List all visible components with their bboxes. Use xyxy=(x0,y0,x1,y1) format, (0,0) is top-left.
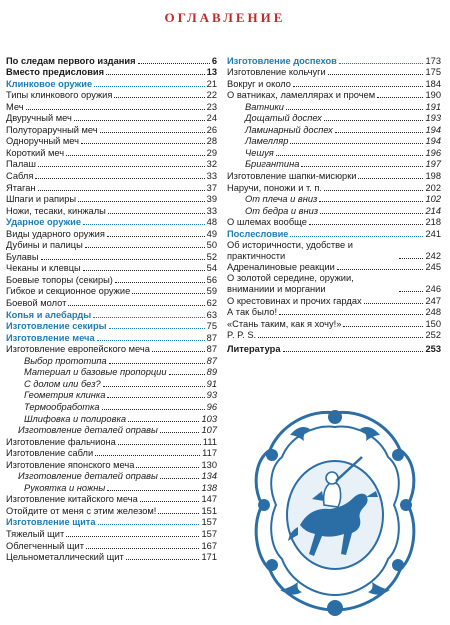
toc-entry-title: Ламинарный доспех xyxy=(245,124,333,135)
toc-entry[interactable] xyxy=(227,90,441,102)
dot-leader xyxy=(35,178,204,179)
toc-entry-title: Изготовление кольчуги xyxy=(227,67,326,78)
toc-entry[interactable] xyxy=(227,159,441,171)
toc-entry[interactable] xyxy=(6,217,217,229)
toc-entry-title: Булавы xyxy=(6,251,39,262)
toc-entry-title: Вместо предисловия xyxy=(6,67,105,78)
dot-leader xyxy=(106,74,205,75)
toc-entry[interactable] xyxy=(6,205,217,217)
toc-entry[interactable] xyxy=(6,78,217,90)
dot-leader xyxy=(115,282,205,283)
toc-entry-title: От бедра и вниз xyxy=(245,205,319,216)
toc-entry-title: Изготовление европейского меча xyxy=(6,344,150,355)
toc-entry[interactable] xyxy=(6,286,217,298)
toc-entry-page: 157 xyxy=(201,528,217,539)
dot-leader xyxy=(140,501,200,502)
toc-entry[interactable] xyxy=(227,343,441,355)
dot-leader xyxy=(152,351,205,352)
toc-entry-page: 117 xyxy=(202,448,217,459)
toc-entry-title: Клинковое оружие xyxy=(6,78,93,89)
toc-entry[interactable] xyxy=(6,413,217,425)
dot-leader xyxy=(118,444,201,445)
toc-entry[interactable] xyxy=(6,101,217,113)
toc-entry-title: Изготовление секиры xyxy=(6,321,107,332)
toc-entry-title: О крестовинах и прочих гардах xyxy=(227,295,362,306)
toc-entry-page: 39 xyxy=(206,194,217,205)
toc-entry-title: Адреналиновые реакции xyxy=(227,262,335,273)
dot-leader xyxy=(68,305,204,306)
dot-leader xyxy=(78,201,205,202)
toc-entry-page: 191 xyxy=(425,101,441,112)
dot-leader xyxy=(107,236,205,237)
dot-leader xyxy=(290,143,423,144)
toc-entry[interactable] xyxy=(6,251,217,263)
dot-leader xyxy=(94,86,205,87)
toc-entry[interactable] xyxy=(6,540,217,552)
dot-leader xyxy=(309,224,424,225)
toc-entry-page: 175 xyxy=(425,67,441,78)
toc-entry-page: 246 xyxy=(425,284,441,295)
dot-leader xyxy=(286,109,424,110)
toc-entry-page: 193 xyxy=(425,113,441,124)
toc-entry[interactable] xyxy=(6,136,217,148)
toc-entry[interactable] xyxy=(6,482,217,494)
toc-entry-page: 253 xyxy=(425,344,441,355)
dot-leader xyxy=(283,351,424,352)
toc-entry[interactable] xyxy=(227,228,441,240)
dot-leader xyxy=(109,363,205,364)
toc-entry-page: 173 xyxy=(425,55,441,66)
toc-entry-page: 102 xyxy=(425,194,441,205)
dot-leader xyxy=(301,166,423,167)
toc-entry[interactable] xyxy=(6,390,217,402)
toc-entry[interactable] xyxy=(6,528,217,540)
toc-entry[interactable] xyxy=(6,344,217,356)
toc-entry-page: 103 xyxy=(201,413,217,424)
dot-leader xyxy=(81,143,205,144)
dot-leader xyxy=(169,374,205,375)
dot-leader xyxy=(324,190,423,191)
toc-entry-page: 150 xyxy=(425,318,441,329)
toc-entry[interactable] xyxy=(6,159,217,171)
dot-leader xyxy=(377,97,423,98)
toc-entry[interactable] xyxy=(227,136,441,148)
toc-entry[interactable] xyxy=(6,67,217,79)
dot-leader xyxy=(38,166,205,167)
toc-entry-page: 245 xyxy=(425,262,441,273)
toc-entry-page: 54 xyxy=(206,263,217,274)
toc-entry-page: 252 xyxy=(425,330,441,341)
toc-entry-title: Тяжелый щит xyxy=(6,528,65,539)
toc-entry[interactable] xyxy=(227,318,441,330)
dot-leader xyxy=(98,524,200,525)
toc-entry-title: Облегченный щит xyxy=(6,540,84,551)
dot-leader xyxy=(107,397,204,398)
toc-entry[interactable] xyxy=(227,147,441,159)
toc-entry-title: Чешуя xyxy=(245,147,274,158)
toc-entry[interactable] xyxy=(6,448,217,460)
toc-entry[interactable] xyxy=(227,101,441,113)
toc-entry-page: 33 xyxy=(206,205,217,216)
dot-leader xyxy=(276,155,424,156)
dot-leader xyxy=(258,337,423,338)
toc-entry-page: 6 xyxy=(211,55,217,66)
toc-entry-page: 134 xyxy=(201,471,217,482)
dot-leader xyxy=(160,478,200,479)
dot-leader xyxy=(358,178,423,179)
dot-leader xyxy=(158,513,199,514)
toc-entry-title: Послесловие xyxy=(227,228,289,239)
toc-entry[interactable] xyxy=(227,307,441,319)
toc-entry-page: 151 xyxy=(201,505,217,516)
toc-entry-title: Ножи, тесаки, кинжалы xyxy=(6,205,106,216)
toc-entry[interactable] xyxy=(227,295,441,307)
toc-entry[interactable] xyxy=(6,124,217,136)
toc-entry-title: Копья и алебарды xyxy=(6,309,92,320)
toc-entry-title: Меч xyxy=(6,101,24,112)
toc-entry-page: 91 xyxy=(206,378,217,389)
toc-entry[interactable] xyxy=(6,471,217,483)
dot-leader xyxy=(114,97,204,98)
toc-entry-title: Типы клинкового оружия xyxy=(6,90,113,101)
toc-entry-page: 247 xyxy=(425,295,441,306)
toc-entry-title: Ламелляр xyxy=(245,136,289,147)
dot-leader xyxy=(320,213,423,214)
toc-entry[interactable] xyxy=(6,147,217,159)
toc-entry-title: Ударное оружие xyxy=(6,217,81,228)
toc-entry[interactable] xyxy=(6,228,217,240)
toc-entry-title: Короткий меч xyxy=(6,147,65,158)
toc-entry-page: 96 xyxy=(206,401,217,412)
dot-leader xyxy=(86,548,200,549)
toc-entry-title: Наручи, поножи и т. п. xyxy=(227,182,322,193)
dot-leader xyxy=(328,74,424,75)
toc-entry-title: Сабля xyxy=(6,171,34,182)
toc-entry[interactable] xyxy=(227,124,441,136)
toc-entry[interactable] xyxy=(6,309,217,321)
dot-leader xyxy=(83,270,205,271)
toc-entry-page: 171 xyxy=(201,552,217,563)
toc-entry-page: 29 xyxy=(206,147,217,158)
toc-entry-page: 75 xyxy=(206,321,217,332)
toc-entry-page: 22 xyxy=(206,90,217,101)
dot-leader xyxy=(100,132,205,133)
toc-entry[interactable] xyxy=(227,170,441,182)
toc-entry-title: Отойдите от меня с этим железом! xyxy=(6,505,157,516)
page-title: ОГЛАВЛЕНИЕ xyxy=(164,10,286,25)
dot-leader xyxy=(93,317,204,318)
dot-leader xyxy=(324,120,424,121)
toc-entry-page: 48 xyxy=(206,217,217,228)
toc-entry-page: 89 xyxy=(206,367,217,378)
toc-entry[interactable] xyxy=(6,355,217,367)
toc-entry-title: По следам первого издания xyxy=(6,55,136,66)
toc-entry-page: 202 xyxy=(425,182,441,193)
toc-right-column xyxy=(227,55,441,355)
dot-leader xyxy=(319,201,423,202)
toc-entry[interactable] xyxy=(227,55,441,67)
toc-entry[interactable] xyxy=(6,297,217,309)
toc-entry-page: 21 xyxy=(206,78,217,89)
dot-leader xyxy=(339,63,424,64)
toc-entry-title: Рукоятка и ножны xyxy=(24,482,106,493)
toc-entry-page: 33 xyxy=(206,171,217,182)
toc-entry-page: 190 xyxy=(425,90,441,101)
toc-entry-title: Изготовление доспехов xyxy=(227,55,337,66)
toc-entry-page: 196 xyxy=(425,147,441,158)
toc-entry-title: Выбор прототипа xyxy=(24,355,107,366)
knight-on-horse-cartouche-icon xyxy=(250,405,420,620)
toc-entry-page: 198 xyxy=(425,171,441,182)
toc-entry-page: 218 xyxy=(425,217,441,228)
toc-entry-title: Изготовление китайского меча xyxy=(6,494,138,505)
dot-leader xyxy=(337,269,424,270)
toc-entry-title: Об историчности, удобстве и практичности xyxy=(227,239,353,261)
dot-leader xyxy=(107,490,199,491)
dot-leader xyxy=(128,421,199,422)
toc-entry[interactable] xyxy=(227,194,441,206)
toc-entry[interactable] xyxy=(6,425,217,437)
dot-leader xyxy=(26,109,205,110)
toc-entry[interactable] xyxy=(6,459,217,471)
toc-entry-page: 62 xyxy=(206,298,217,309)
toc-entry-title: О шлемах вообще xyxy=(227,217,307,228)
dot-leader xyxy=(103,386,205,387)
toc-entry[interactable] xyxy=(6,367,217,379)
toc-entry-title: О ватниках, ламеллярах и прочем xyxy=(227,90,376,101)
toc-entry-page: 13 xyxy=(206,67,217,78)
toc-entry[interactable] xyxy=(6,170,217,182)
toc-entry-page: 167 xyxy=(201,540,217,551)
dot-leader xyxy=(364,303,424,304)
toc-entry-title: P. P. S. xyxy=(227,330,257,341)
toc-entry-page: 87 xyxy=(206,355,217,366)
dot-leader xyxy=(399,291,423,292)
dot-leader xyxy=(95,455,200,456)
toc-entry-title: Ватники xyxy=(245,101,284,112)
toc-entry[interactable] xyxy=(227,113,441,125)
toc-entry-page: 49 xyxy=(206,228,217,239)
toc-entry-title: Изготовление шапки-мисюрки xyxy=(227,171,357,182)
toc-entry-title: «Стань таким, как я хочу!» xyxy=(227,318,342,329)
toc-entry[interactable] xyxy=(227,273,441,295)
toc-entry-title: Шпаги и рапиры xyxy=(6,194,77,205)
toc-entry-title: Материал и базовые пропорции xyxy=(24,367,167,378)
toc-entry-page: 197 xyxy=(425,159,441,170)
toc-entry-title: Изготовление щита xyxy=(6,517,96,528)
toc-entry-page: 63 xyxy=(206,309,217,320)
toc-entry-page: 147 xyxy=(201,494,217,505)
toc-entry-title: Дощатый доспех xyxy=(245,113,322,124)
toc-entry-page: 242 xyxy=(425,250,441,261)
toc-entry[interactable] xyxy=(6,194,217,206)
toc-entry[interactable] xyxy=(6,182,217,194)
toc-entry-title: С долом или без? xyxy=(24,378,101,389)
toc-entry-page: 194 xyxy=(425,136,441,147)
toc-entry-title: Виды ударного оружия xyxy=(6,228,105,239)
toc-entry-title: Боевой молот xyxy=(6,298,67,309)
toc-entry[interactable] xyxy=(6,494,217,506)
toc-entry-title: Чеканы и клевцы xyxy=(6,263,81,274)
toc-entry-page: 23 xyxy=(206,101,217,112)
toc-entry[interactable] xyxy=(227,217,441,229)
toc-entry[interactable] xyxy=(6,113,217,125)
toc-entry-page: 26 xyxy=(206,124,217,135)
toc-entry-page: 138 xyxy=(201,482,217,493)
dot-leader xyxy=(74,120,205,121)
toc-entry-page: 184 xyxy=(425,78,441,89)
dot-leader xyxy=(109,328,205,329)
toc-entry-title: Изготовление японского меча xyxy=(6,459,135,470)
toc-entry[interactable] xyxy=(6,517,217,529)
dot-leader xyxy=(85,247,205,248)
toc-entry-title: О золотой середине, оружии, вниманиии и моргании xyxy=(227,273,354,295)
dot-leader xyxy=(335,132,424,133)
toc-entry[interactable] xyxy=(6,401,217,413)
toc-entry-page: 37 xyxy=(206,182,217,193)
dot-leader xyxy=(66,536,199,537)
dot-leader xyxy=(343,326,423,327)
toc-entry-page: 111 xyxy=(202,436,217,447)
dot-leader xyxy=(108,213,205,214)
toc-entry[interactable] xyxy=(6,90,217,102)
toc-entry-page: 194 xyxy=(425,124,441,135)
toc-entry[interactable] xyxy=(6,378,217,390)
dot-leader xyxy=(41,259,205,260)
dot-leader xyxy=(136,467,199,468)
toc-entry-title: Палаш xyxy=(6,159,36,170)
toc-entry-title: Изготовление фальчиона xyxy=(6,436,116,447)
toc-entry-page: 50 xyxy=(206,240,217,251)
toc-entry[interactable] xyxy=(6,552,217,564)
toc-entry-page: 241 xyxy=(425,228,441,239)
toc-entry-page: 87 xyxy=(206,332,217,343)
dot-leader xyxy=(160,432,200,433)
toc-entry-page: 52 xyxy=(206,251,217,262)
toc-entry-title: Дубины и палицы xyxy=(6,240,83,251)
dot-leader xyxy=(97,340,205,341)
dot-leader xyxy=(293,86,424,87)
toc-entry-title: Одноручный меч xyxy=(6,136,80,147)
toc-entry-title: Полуторaручный меч xyxy=(6,124,98,135)
toc-entry-title: Гибкое и секционное оружие xyxy=(6,286,131,297)
toc-entry-page: 248 xyxy=(425,307,441,318)
dot-leader xyxy=(138,63,210,64)
toc-entry-title: А так было! xyxy=(227,307,278,318)
toc-entry-title: Вокруг и около xyxy=(227,78,291,89)
toc-entry[interactable] xyxy=(6,436,217,448)
dot-leader xyxy=(279,314,423,315)
toc-entry[interactable] xyxy=(6,263,217,275)
toc-entry-page: 59 xyxy=(206,286,217,297)
toc-entry-page: 214 xyxy=(425,205,441,216)
toc-entry[interactable] xyxy=(227,205,441,217)
toc-entry[interactable] xyxy=(6,274,217,286)
dot-leader xyxy=(399,258,423,259)
toc-entry[interactable] xyxy=(6,55,217,67)
toc-entry[interactable] xyxy=(227,78,441,90)
toc-entry-title: Ятаган xyxy=(6,182,36,193)
toc-entry[interactable] xyxy=(6,240,217,252)
toc-entry-page: 157 xyxy=(201,517,217,528)
toc-entry-page: 28 xyxy=(206,136,217,147)
toc-entry-title: От плеча и вниз xyxy=(245,194,318,205)
toc-entry[interactable] xyxy=(6,321,217,333)
toc-entry-title: Изготовление деталей оправы xyxy=(18,471,158,482)
toc-entry[interactable] xyxy=(227,182,441,194)
toc-entry[interactable] xyxy=(6,332,217,344)
toc-left-column xyxy=(6,55,217,563)
toc-entry-page: 87 xyxy=(206,344,217,355)
toc-entry-title: Изготовление деталей оправы xyxy=(18,425,158,436)
dot-leader xyxy=(102,409,205,410)
toc-entry[interactable] xyxy=(6,505,217,517)
dot-leader xyxy=(132,293,204,294)
toc-entry-title: Изготовление меча xyxy=(6,332,95,343)
toc-entry-title: Термообработка xyxy=(24,401,100,412)
toc-entry-title: Литература xyxy=(227,344,281,355)
toc-entry-title: Бригантина xyxy=(245,159,300,170)
toc-entry-page: 130 xyxy=(201,459,217,470)
toc-entry-page: 56 xyxy=(206,274,217,285)
toc-entry[interactable] xyxy=(227,67,441,79)
toc-entry-page: 32 xyxy=(206,159,217,170)
dot-leader xyxy=(66,155,205,156)
toc-entry-title: Боевые топоры (секиры) xyxy=(6,274,113,285)
toc-entry-title: Двуручный меч xyxy=(6,113,72,124)
toc-entry[interactable] xyxy=(227,240,441,262)
toc-entry-page: 93 xyxy=(206,390,217,401)
toc-entry[interactable] xyxy=(227,330,441,342)
toc-entry-title: Шлифовка и полировка xyxy=(24,413,127,424)
dot-leader xyxy=(290,236,423,237)
toc-entry-page: 24 xyxy=(206,113,217,124)
dot-leader xyxy=(38,190,205,191)
dot-leader xyxy=(126,559,200,560)
toc-entry-title: Изготовление сабли xyxy=(6,448,94,459)
dot-leader xyxy=(83,224,205,225)
toc-entry-page: 107 xyxy=(201,425,217,436)
toc-entry[interactable] xyxy=(227,262,441,274)
toc-entry-title: Геометрия клинка xyxy=(24,390,106,401)
toc-entry-title: Цельнометаллический щит xyxy=(6,552,124,563)
